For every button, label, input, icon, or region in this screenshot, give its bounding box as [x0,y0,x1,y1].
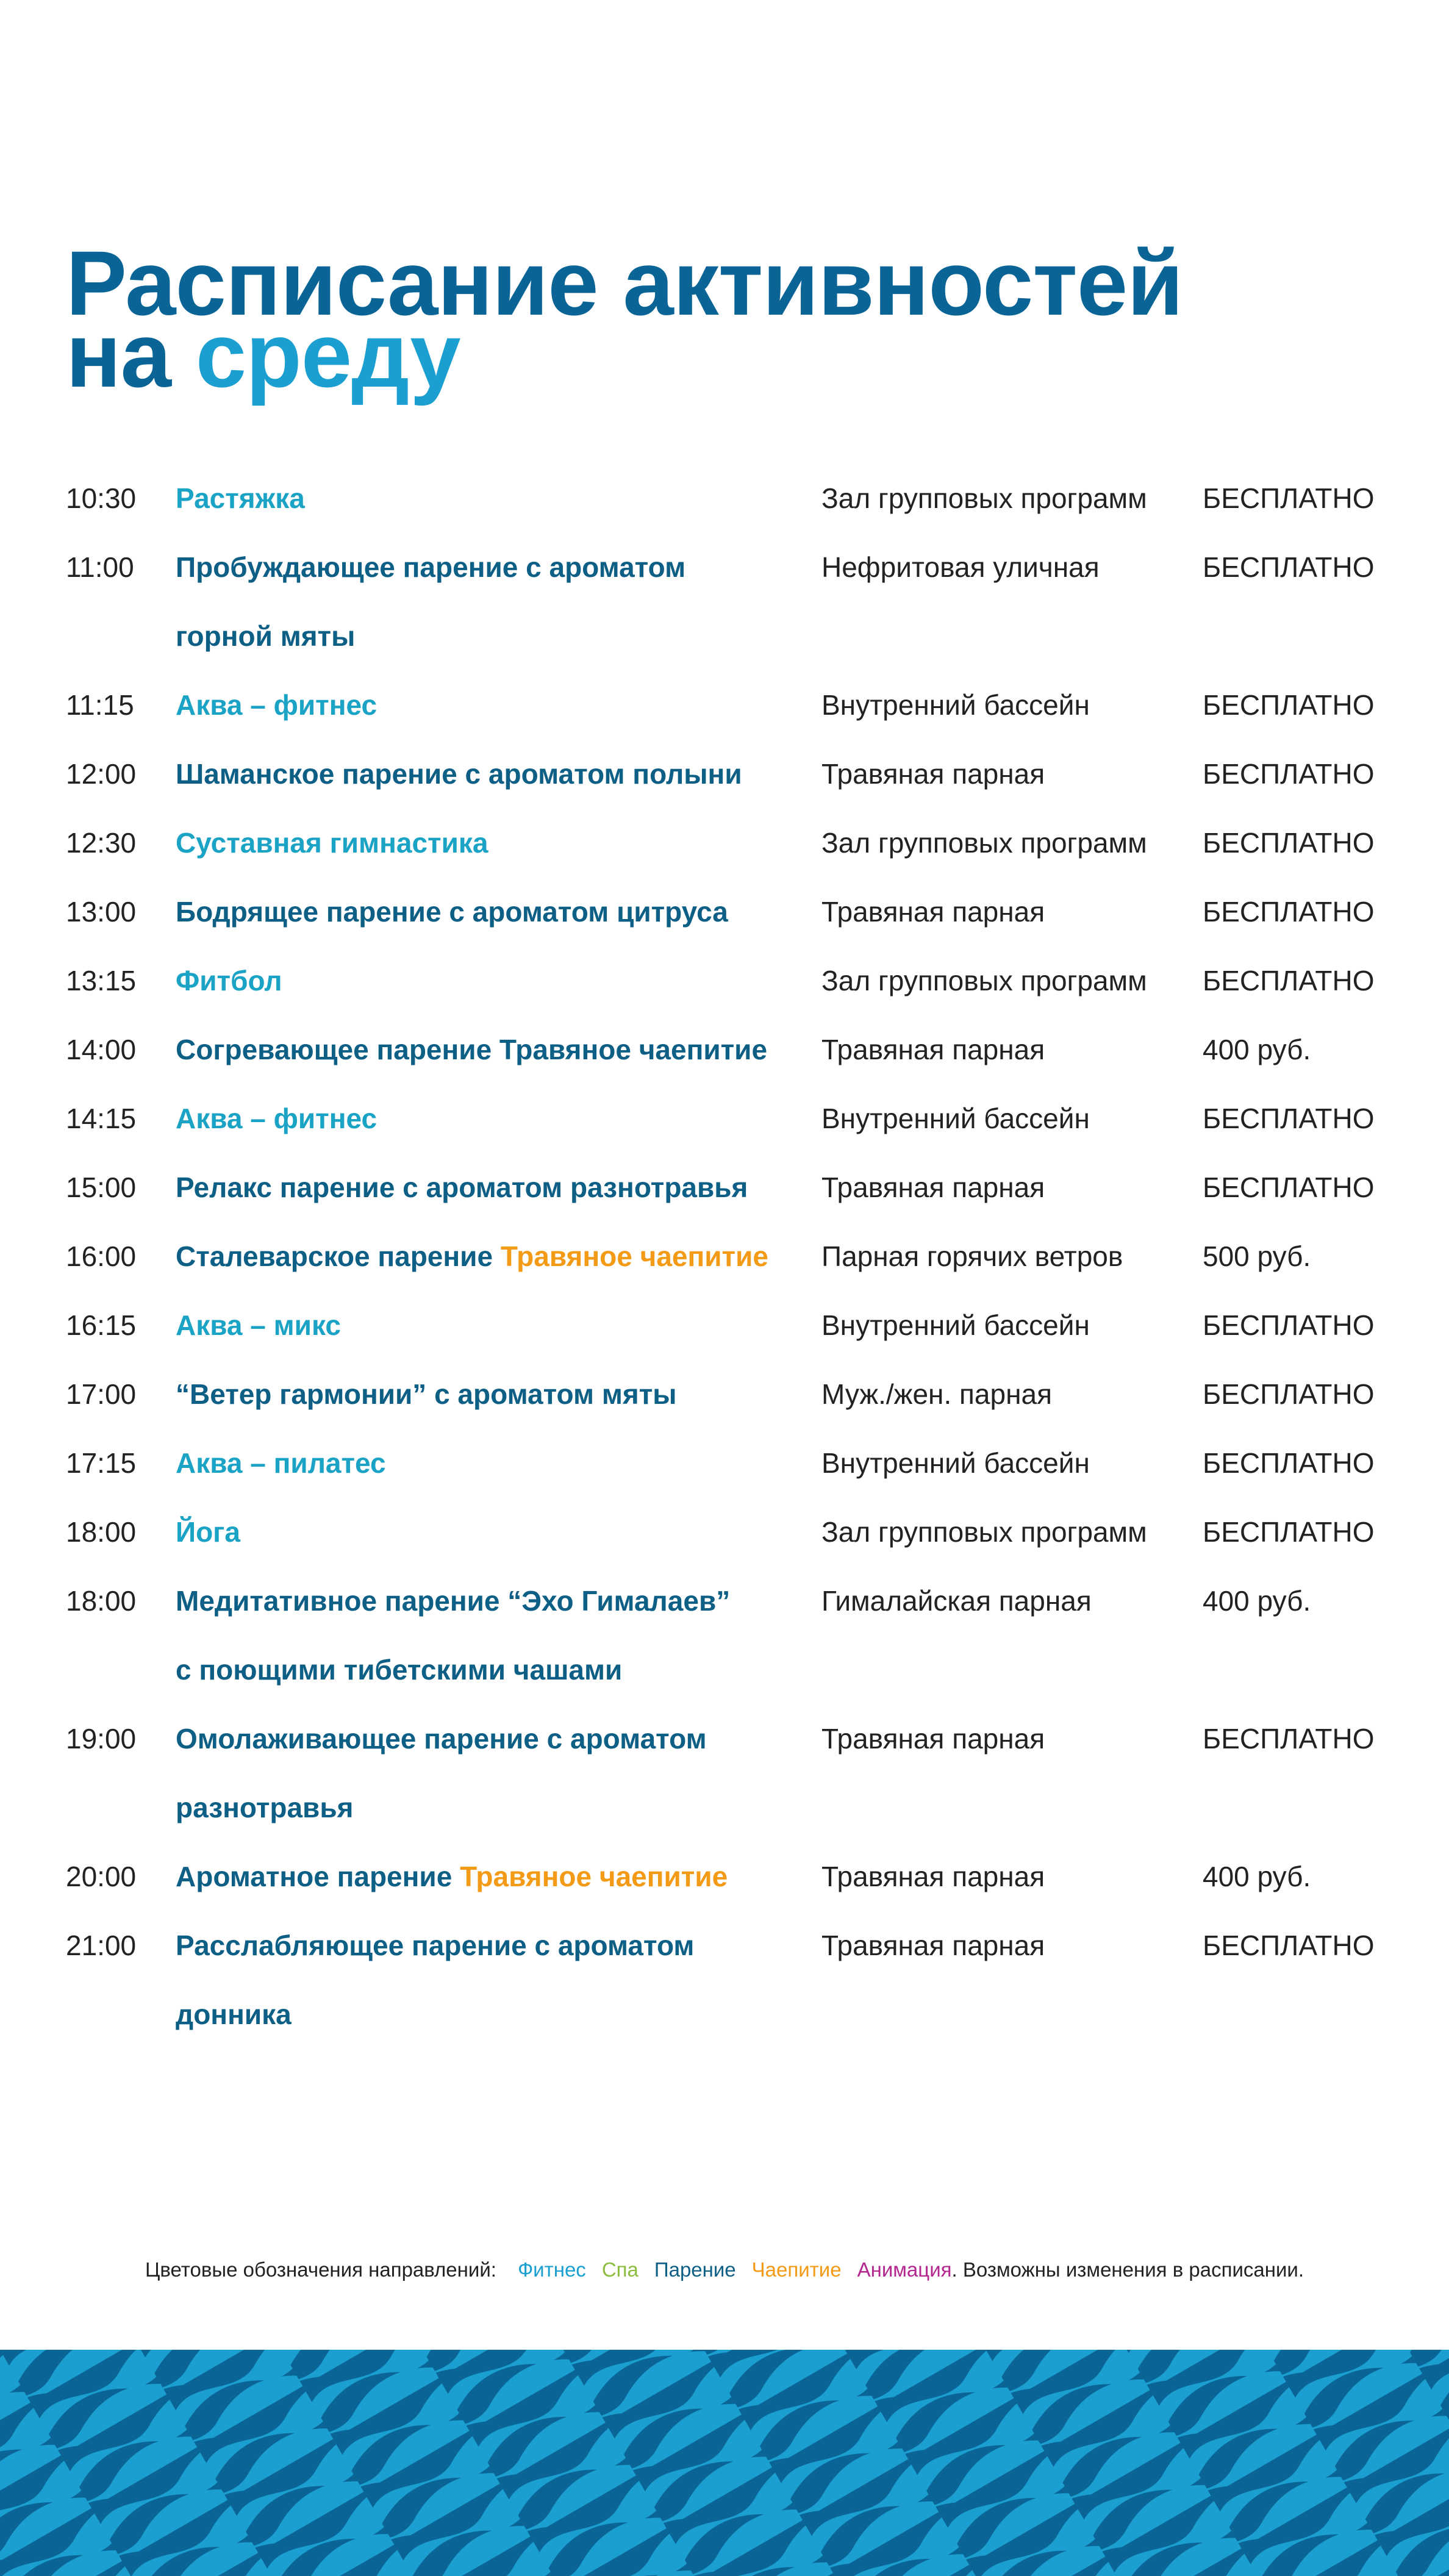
row-time: 14:15 [66,1103,137,1134]
row-price: 400 руб. [1203,1034,1311,1065]
activity-name-line-2: донника [176,1998,292,2030]
activity-name: Омолаживающее парение с ароматом [176,1723,707,1755]
activity-name: Аква – фитнес [176,689,377,721]
wave-pattern-footer [0,2350,1449,2576]
activity-tea-label: Травяное чаепитие [460,1861,728,1892]
row-location: Зал групповых программ [821,965,1147,996]
row-time: 13:15 [66,965,137,996]
legend-suffix: . Возможны изменения в расписании. [951,2258,1304,2281]
row-time: 11:15 [66,689,134,721]
row-time: 19:00 [66,1723,137,1755]
row-price: БЕСПЛАТНО [1203,965,1375,996]
row-activity [176,757,810,790]
row-time: 21:00 [66,1930,137,1961]
row-location: Травяная парная [821,1723,1045,1755]
row-location: Зал групповых программ [821,1516,1147,1548]
row-location: Гималайская парная [821,1585,1092,1617]
activity-name: Шаманское парение с ароматом полыни [176,758,742,790]
row-activity [176,895,810,928]
row-activity [176,1584,810,1686]
row-time: 18:00 [66,1516,137,1548]
activity-name: Бодрящее парение с ароматом цитруса [176,896,728,928]
row-price: 400 руб. [1203,1585,1311,1617]
legend-prefix: Цветовые обозначения направлений: [145,2258,503,2281]
activity-name: Ароматное парение [176,1861,460,1892]
row-time: 10:30 [66,482,137,514]
row-location: Травяная парная [821,758,1045,790]
activity-name-line-2: разнотравья [176,1792,354,1823]
row-time: 16:15 [66,1309,137,1341]
row-price: БЕСПЛАТНО [1203,758,1375,790]
activity-name: Сталеварское парение [176,1240,501,1272]
row-price: БЕСПЛАТНО [1203,1378,1375,1410]
row-location: Муж./жен. парная [821,1378,1052,1410]
row-time: 14:00 [66,1034,137,1065]
row-location: Травяная парная [821,896,1045,928]
row-time: 18:00 [66,1585,137,1617]
row-price: БЕСПЛАТНО [1203,827,1375,859]
activity-name: Расслабляющее парение с ароматом [176,1930,695,1961]
row-location: Зал групповых программ [821,482,1147,514]
row-activity [176,1447,810,1479]
activity-name: Растяжка [176,482,305,514]
row-activity [176,964,810,997]
row-price: БЕСПЛАТНО [1203,1516,1375,1548]
row-price: 500 руб. [1203,1240,1311,1272]
activity-name: Релакс парение с ароматом разнотравья [176,1172,748,1203]
row-price: БЕСПЛАТНО [1203,1103,1375,1134]
color-legend [0,2258,1449,2281]
page-title [66,232,1183,406]
legend-animation: Анимация [857,2258,952,2281]
legend-tea: Чаепитие [751,2258,842,2281]
activity-name-line-2: горной мяты [176,620,356,652]
row-location: Травяная парная [821,1034,1045,1065]
row-activity [176,826,810,859]
row-location: Внутренний бассейн [821,1309,1090,1341]
row-activity [176,689,810,721]
row-location: Нефритовая уличная [821,551,1100,583]
row-price: БЕСПЛАТНО [1203,1723,1375,1755]
row-time: 17:00 [66,1378,137,1410]
activity-name-line-2: с поющими тибетскими чашами [176,1654,623,1686]
row-price: БЕСПЛАТНО [1203,1930,1375,1961]
activity-name: “Ветер гармонии” с ароматом мяты [176,1378,677,1410]
activity-name: Аква – микс [176,1309,341,1341]
row-time: 20:00 [66,1861,137,1892]
title-line-1: Расписание активностей [66,232,1183,334]
legend-spa: Спа [601,2258,639,2281]
activity-name: Согревающее парение Травяное чаепитие [176,1034,768,1065]
activity-tea-label: Травяное чаепитие [500,1240,768,1272]
row-time: 16:00 [66,1240,137,1272]
row-activity [176,1722,810,1823]
row-price: БЕСПЛАТНО [1203,1172,1375,1203]
row-activity [176,1033,810,1066]
title-line-2-prefix: на [66,304,196,406]
row-location: Травяная парная [821,1172,1045,1203]
activity-name: Йога [176,1516,240,1548]
row-time: 11:00 [66,551,134,583]
title-day: среду [195,304,460,406]
activity-name: Медитативное парение “Эхо Гималаев” [176,1585,731,1617]
row-activity [176,1309,810,1342]
row-activity [176,1929,810,2030]
activity-name: Аква – фитнес [176,1103,377,1134]
row-price: БЕСПЛАТНО [1203,1309,1375,1341]
activity-name: Аква – пилатес [176,1447,386,1479]
activity-name: Суставная гимнастика [176,827,488,859]
row-time: 12:00 [66,758,137,790]
row-location: Внутренний бассейн [821,1447,1090,1479]
row-location: Травяная парная [821,1930,1045,1961]
row-price: БЕСПЛАТНО [1203,689,1375,721]
row-location: Зал групповых программ [821,827,1147,859]
row-activity [176,551,810,652]
row-activity [176,1378,810,1411]
row-activity [176,1171,810,1204]
row-activity [176,1860,810,1893]
legend-steam: Парение [654,2258,736,2281]
row-time: 15:00 [66,1172,137,1203]
activity-name: Фитбол [176,965,282,996]
row-price: 400 руб. [1203,1861,1311,1892]
row-price: БЕСПЛАТНО [1203,1447,1375,1479]
row-activity [176,1102,810,1135]
row-activity [176,482,810,515]
row-location: Травяная парная [821,1861,1045,1892]
activity-name: Пробуждающее парение с ароматом [176,551,686,583]
row-location: Внутренний бассейн [821,689,1090,721]
row-price: БЕСПЛАТНО [1203,896,1375,928]
row-time: 13:00 [66,896,137,928]
row-activity [176,1240,810,1273]
row-price: БЕСПЛАТНО [1203,482,1375,514]
row-location: Внутренний бассейн [821,1103,1090,1134]
row-price: БЕСПЛАТНО [1203,551,1375,583]
row-time: 12:30 [66,827,137,859]
row-activity [176,1515,810,1548]
legend-fitness: Фитнес [518,2258,586,2281]
row-location: Парная горячих ветров [821,1240,1123,1272]
row-time: 17:15 [66,1447,137,1479]
